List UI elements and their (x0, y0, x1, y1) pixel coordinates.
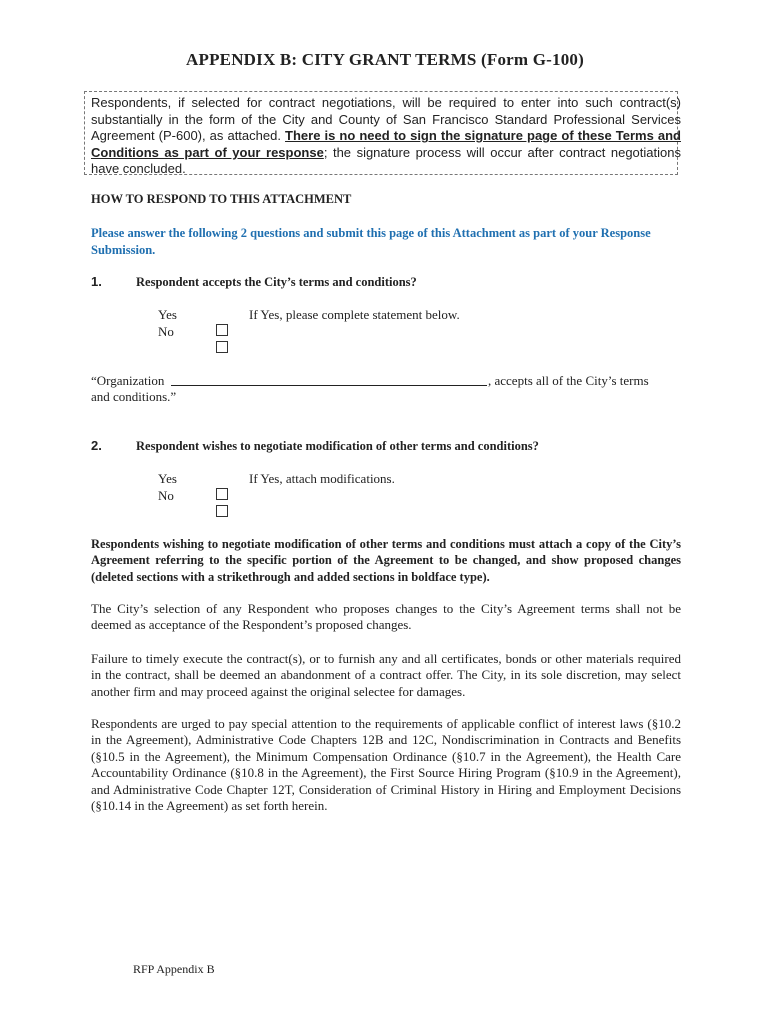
paragraph-requirements: Respondents are urged to pay special attention to the requirements of applicable conflict of interest laws (§10.2 in the Agreement), Administrative Code Chapters 12B and 12C, Nondiscrimination in Contracts and Benefits (§10.5 in the Agreement), the Minimum Compensation Ordinance (§10.7 in the Agreement), the Health Care Accountability Ordinance (§10.8 in the Agreement), the First Source Hiring Program (§10.9 in the Agreement), and Administrative Code Chapter 12T, Consideration of Criminal History in Hiring and Employment Decisions (§10.14 in the Agreement) as set forth herein. (91, 716, 681, 814)
organization-name-field[interactable] (171, 385, 487, 386)
paragraph-selection: The City’s selection of any Respondent who proposes changes to the City’s Agreement terms shall not be deemed as acceptance of the Respondent’s proposed changes. (91, 601, 681, 633)
notice-tail: ; the signature process will occur after contract negotiations have concluded. (91, 144, 681, 177)
question-2-yes-label: Yes (158, 471, 177, 486)
question-1-text: Respondent accepts the City’s terms and conditions? (136, 275, 417, 289)
question-2-if-yes: If Yes, attach modifications. (249, 471, 395, 486)
question-2-no-label: No (158, 488, 174, 503)
page-title: APPENDIX B: CITY GRANT TERMS (Form G-100) (186, 50, 584, 69)
question-2-text: Respondent wishes to negotiate modification of other terms and conditions? (136, 439, 539, 453)
question-1-no-checkbox[interactable] (216, 341, 228, 353)
question-2-yes-checkbox[interactable] (216, 488, 228, 500)
page-footer: RFP Appendix B (133, 962, 215, 976)
question-1-number: 1. (91, 274, 102, 289)
question-1-if-yes: If Yes, please complete statement below. (249, 307, 460, 322)
how-to-heading: HOW TO RESPOND TO THIS ATTACHMENT (91, 192, 352, 206)
question-1-yes-checkbox[interactable] (216, 324, 228, 336)
org-statement-prefix: “Organization (91, 373, 165, 388)
question-1-no-label: No (158, 324, 174, 339)
modification-instructions: Respondents wishing to negotiate modification of other terms and conditions must attach a copy of the City’s Agreement referring to the specific portion of the Agreement to be changed, and show proposed changes (deleted sections with a strikethrough and added sections in boldface type). (91, 537, 681, 584)
org-statement-suffix: , accepts all of the City’s terms (488, 373, 649, 388)
notice-text (91, 95, 681, 178)
org-statement-line2: and conditions.” (91, 389, 177, 404)
instruction-text: Please answer the following 2 questions and submit this page of this Attachment as part of your Response Submission. (91, 226, 651, 257)
paragraph-failure: Failure to timely execute the contract(s), or to furnish any and all certificates, bonds or other materials required in the contract, shall be deemed an abandonment of a contract offer. The City, in its sole discretion, may select another firm and may proceed against the original selectee for damages. (91, 651, 681, 699)
question-2-number: 2. (91, 438, 102, 453)
question-2-no-checkbox[interactable] (216, 505, 228, 517)
notice-plain: Respondents, if selected for contract negotiations, will be required to enter into such contract(s) substantially in the form of the City and County of San Francisco Standard Professional Services Agreement (P-600), as attached. (91, 95, 681, 144)
notice-emphasis: There is no need to sign the signature page of these Terms and Conditions as part of your response (91, 128, 681, 160)
question-1-yes-label: Yes (158, 307, 177, 322)
